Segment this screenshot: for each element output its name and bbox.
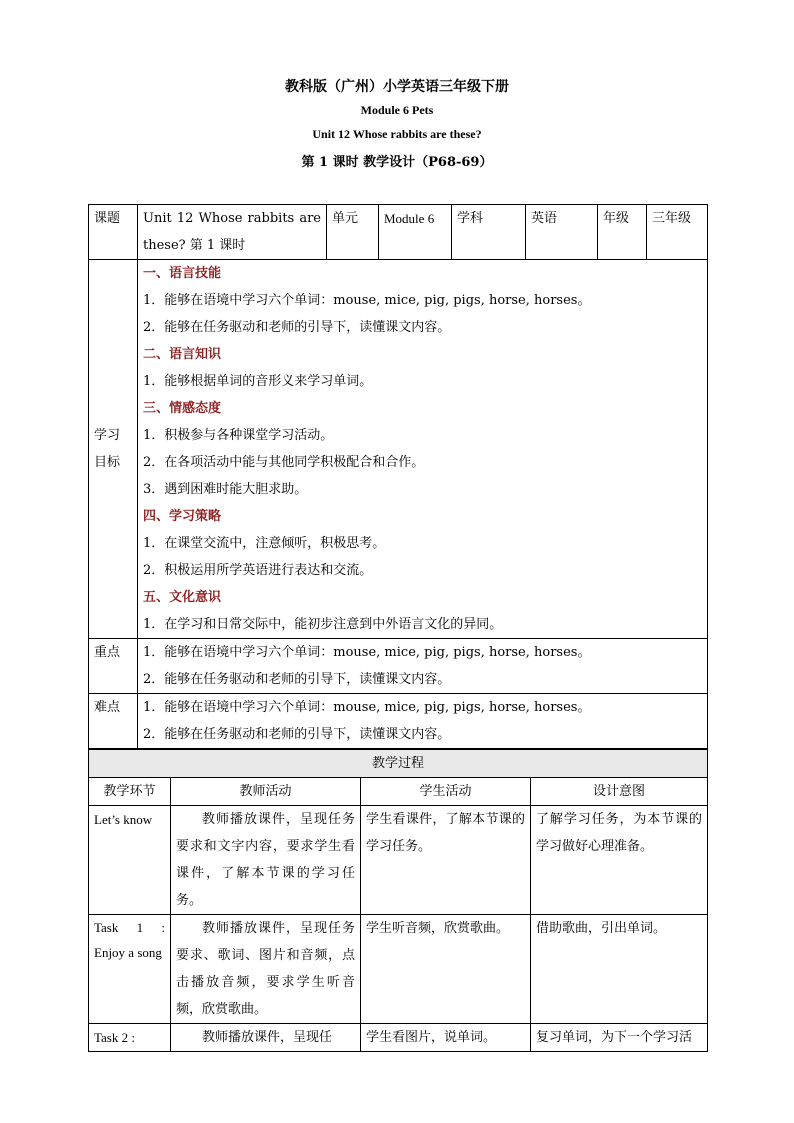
lesson-title: 第 1 课时 教学设计（P68-69） [301, 155, 493, 170]
teaching-process-table [88, 749, 708, 1052]
intent-cell: 借助歌曲，引出单词。 [531, 915, 708, 1024]
unit-title: Unit 12 Whose rabbits are these? [312, 127, 482, 141]
student-cell: 学生看图片，说单词。 [361, 1024, 531, 1052]
process-title-row [89, 750, 708, 778]
unit-label: 单元 [327, 205, 379, 260]
teacher-cell: 教师播放课件，呈现任务要求和文字内容，要求学生看课件，了解本节课的学习任务。 [171, 806, 361, 915]
objective-item: 2．积极运用所学英语进行表达和交流。 [143, 563, 373, 578]
section-title: 二、语言知识 [143, 347, 222, 362]
key-point-item: 2．能够在任务驱动和老师的引导下，读懂课文内容。 [143, 672, 451, 687]
stage-cell: Task 2 : [89, 1024, 171, 1052]
key-points-row [89, 639, 708, 694]
process-row [89, 915, 708, 1024]
subject-value: 英语 [526, 205, 598, 260]
lesson-info-table [88, 204, 708, 749]
topic-value: Unit 12 Whose rabbits are these? 第 1 课时 [138, 205, 327, 260]
objectives-content [138, 260, 708, 639]
section-title: 三、情感态度 [143, 401, 222, 416]
process-row [89, 1024, 708, 1052]
teacher-cell: 教师播放课件，呈现任 [171, 1024, 361, 1052]
module-title: Module 6 Pets [360, 103, 434, 117]
header-intent: 设计意图 [531, 778, 708, 806]
key-point-item: 1．能够在语境中学习六个单词：mouse, mice, pig, pigs, horse, horses。 [143, 645, 591, 660]
topic-label: 课题 [89, 205, 138, 260]
process-header-row [89, 778, 708, 806]
key-points-label: 重点 [89, 639, 138, 694]
stage-cell: Task 1 : Enjoy a song [89, 915, 171, 1024]
grade-label: 年级 [598, 205, 647, 260]
objective-item: 2．在各项活动中能与其他同学积极配合和合作。 [143, 455, 425, 470]
objective-item: 1．能够在语境中学习六个单词：mouse, mice, pig, pigs, horse, horses。 [143, 293, 591, 308]
header-student: 学生活动 [361, 778, 531, 806]
process-title: 教学过程 [89, 750, 708, 778]
objective-item: 1．在课堂交流中，注意倾听，积极思考。 [143, 536, 386, 551]
objective-item: 3．遇到困难时能大胆求助。 [143, 482, 308, 497]
difficulties-label: 难点 [89, 694, 138, 749]
grade-value: 三年级 [647, 205, 708, 260]
section-title: 四、学习策略 [143, 509, 222, 524]
section-title: 一、语言技能 [143, 266, 222, 281]
student-cell: 学生看课件，了解本节课的学习任务。 [361, 806, 531, 915]
difficulty-item: 1．能够在语境中学习六个单词：mouse, mice, pig, pigs, horse, horses。 [143, 700, 591, 715]
stage-cell: Let’s know [89, 806, 171, 915]
intent-cell: 复习单词，为下一个学习活 [531, 1024, 708, 1052]
doc-title: 教科版（广州）小学英语三年级下册 [285, 79, 509, 95]
objectives-row [89, 260, 708, 639]
difficulties-row [89, 694, 708, 749]
difficulties-content [138, 694, 708, 749]
intent-cell: 了解学习任务，为本节课的学习做好心理准备。 [531, 806, 708, 915]
section-title: 五、文化意识 [143, 590, 222, 605]
objectives-label-text: 学习目标 [94, 428, 121, 470]
objective-item: 1．积极参与各种课堂学习活动。 [143, 428, 334, 443]
header-teacher: 教师活动 [171, 778, 361, 806]
header-stage: 教学环节 [89, 778, 171, 806]
process-row [89, 806, 708, 915]
student-cell: 学生听音频，欣赏歌曲。 [361, 915, 531, 1024]
subject-label: 学科 [452, 205, 526, 260]
teacher-cell: 教师播放课件，呈现任务要求、歌词、图片和音频，点击播放音频，要求学生听音频，欣赏歌曲。 [171, 915, 361, 1024]
unit-value: Module 6 [379, 205, 452, 260]
info-row [89, 205, 708, 260]
objective-item: 1．在学习和日常交际中，能初步注意到中外语言文化的异同。 [143, 617, 503, 632]
objective-item: 1．能够根据单词的音形义来学习单词。 [143, 374, 373, 389]
key-points-content [138, 639, 708, 694]
objective-item: 2．能够在任务驱动和老师的引导下，读懂课文内容。 [143, 320, 451, 335]
objectives-label [89, 260, 138, 639]
difficulty-item: 2．能够在任务驱动和老师的引导下，读懂课文内容。 [143, 727, 451, 742]
